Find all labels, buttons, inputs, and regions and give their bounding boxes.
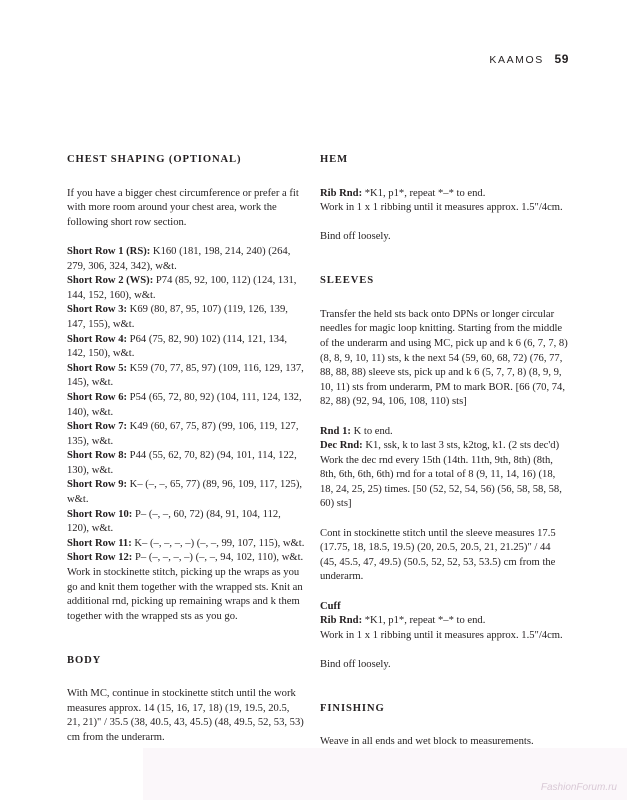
body-text: With MC, continue in stockinette stitch until the work measures approx. 14 (15, 16, 17, 18) (19, 19.5, 20.5, 21, 21)" / 35.5 (38, 40.5, 43, 45.5) (48, 49.5, 52, 53, 53) cm from the underarm. <box>67 688 304 743</box>
short-row-9: Short Row 9: K– (–, –, 65, 77) (89, 96, 109, 117, 125), w&t. <box>67 479 303 506</box>
sleeves-heading: SLEEVES <box>320 275 374 287</box>
finishing-heading: FINISHING <box>320 702 385 714</box>
short-row-5: Short Row 5: K59 (70, 77, 85, 97) (109, 116, 129, 137, 145), w&t. <box>67 362 304 389</box>
right-column <box>320 153 570 765</box>
short-row-1: Short Row 1 (RS): K160 (181, 198, 214, 240) (264, 279, 306, 324, 342), w&t. <box>67 245 291 272</box>
short-row-4: Short Row 4: P64 (75, 82, 90) 102) (114, 121, 134, 142, 150), w&t. <box>67 333 288 360</box>
short-row-8: Short Row 8: P44 (55, 62, 70, 82) (94, 101, 114, 122, 130), w&t. <box>67 450 297 476</box>
page-number: 59 <box>554 52 569 66</box>
left-column <box>67 153 305 760</box>
short-row-6: Short Row 6: P54 (65, 72, 80, 92) (104, 111, 124, 132, 140), w&t. <box>67 391 302 418</box>
hem-bind-off: Bind off loosely. <box>320 231 391 243</box>
hem-heading: HEM <box>320 154 349 165</box>
body-heading: BODY <box>67 654 102 666</box>
short-row-2: Short Row 2 (WS): P74 (85, 92, 100, 112) (124, 131, 144, 152, 160), w&t. <box>67 275 297 301</box>
chest-shaping-heading: CHEST SHAPING (OPTIONAL) <box>67 154 242 165</box>
sleeves-pickup: Transfer the held sts back onto DPNs or longer circular needles for magic loop knitting. Starting from the middle of the underarm and using MC, pick up and k 6 (6, 7, 7, 8) (8, 8, 9, 10, 11) sts, k the next 54 (59, 60, 68, 72) (76, 77, 88, 88, 88) sleeve sts, pick up and k 6 (5, 7, 7, 8) (8, 9, 9, 10, 11) sts from underarm, PM to mark BOR. [66 (70, 74, 82, 88) (92, 94, 106, 108, 110) sts] <box>320 308 568 408</box>
sleeves-length: Cont in stockinette stitch until the sleeve measures 17.5 (17.75, 18, 18.5, 19.5) (20, 20.5, 20.5, 21, 21.25)" / 44 (45, 45.5, 47, 49.5) (50.5, 52, 52, 53, 53.5) cm from the underarm. <box>320 527 556 583</box>
short-row-list <box>67 245 305 566</box>
cuff-rib-instructions: Work in 1 x 1 ribbing until it measures approx. 1.5"/4cm. <box>320 629 563 641</box>
finishing-text: Weave in all ends and wet block to measurements. <box>320 736 534 748</box>
sleeves-rnd-1: Rnd 1: K to end. <box>320 425 393 437</box>
cuff-bind-off: Bind off loosely. <box>320 659 391 670</box>
running-header <box>489 52 569 66</box>
header-section-title: KAAMOS <box>489 54 544 66</box>
short-row-12: Short Row 12: P– (–, –, –, –) (–, –, 94, 102, 110), w&t. <box>67 552 304 564</box>
watermark: FashionForum.ru <box>540 782 617 793</box>
sleeves-dec-round: Dec Rnd: K1, ssk, k to last 3 sts, k2tog, k1. (2 sts dec'd) Work the dec rnd every 15th (14th. 11th, 9th, 8th) (8th, 8th, 6th, 6th, 6th) rnd for a total of 8 (9, 11, 14, 16) (18, 18, 24, 25, 25) times. [50 (52, 52, 54, 56) (56, 58, 58, 58, 60) sts] <box>320 440 562 510</box>
short-row-7: Short Row 7: K49 (60, 67, 75, 87) (99, 106, 119, 127, 135), w&t. <box>67 421 299 447</box>
cuff-heading: Cuff <box>320 600 341 612</box>
short-row-instructions: Work in stockinette stitch, picking up the wraps as you go and knit them together with the wrapped sts. Knit an additional rnd, picking up remaining wraps and k them together with the wrapped sts as you go. <box>67 567 303 622</box>
hem-rib-instructions: Work in 1 x 1 ribbing until it measures approx. 1.5"/4cm. <box>320 202 563 214</box>
chest-intro: If you have a bigger chest circumference or prefer a fit with more room around your chest area, work the following short row section. <box>67 187 299 228</box>
hem-rib-round: Rib Rnd: *K1, p1*, repeat *–* to end. <box>320 187 486 199</box>
short-row-3: Short Row 3: K69 (80, 87, 95, 107) (119, 126, 139, 147, 155), w&t. <box>67 304 288 330</box>
short-row-11: Short Row 11: K– (–, –, –, –) (–, –, 99, 107, 115), w&t. <box>67 537 305 549</box>
cuff-rib-round: Rib Rnd: *K1, p1*, repeat *–* to end. <box>320 615 486 627</box>
short-row-10: Short Row 10: P– (–, –, 60, 72) (84, 91, 104, 112, 120), w&t. <box>67 508 281 535</box>
